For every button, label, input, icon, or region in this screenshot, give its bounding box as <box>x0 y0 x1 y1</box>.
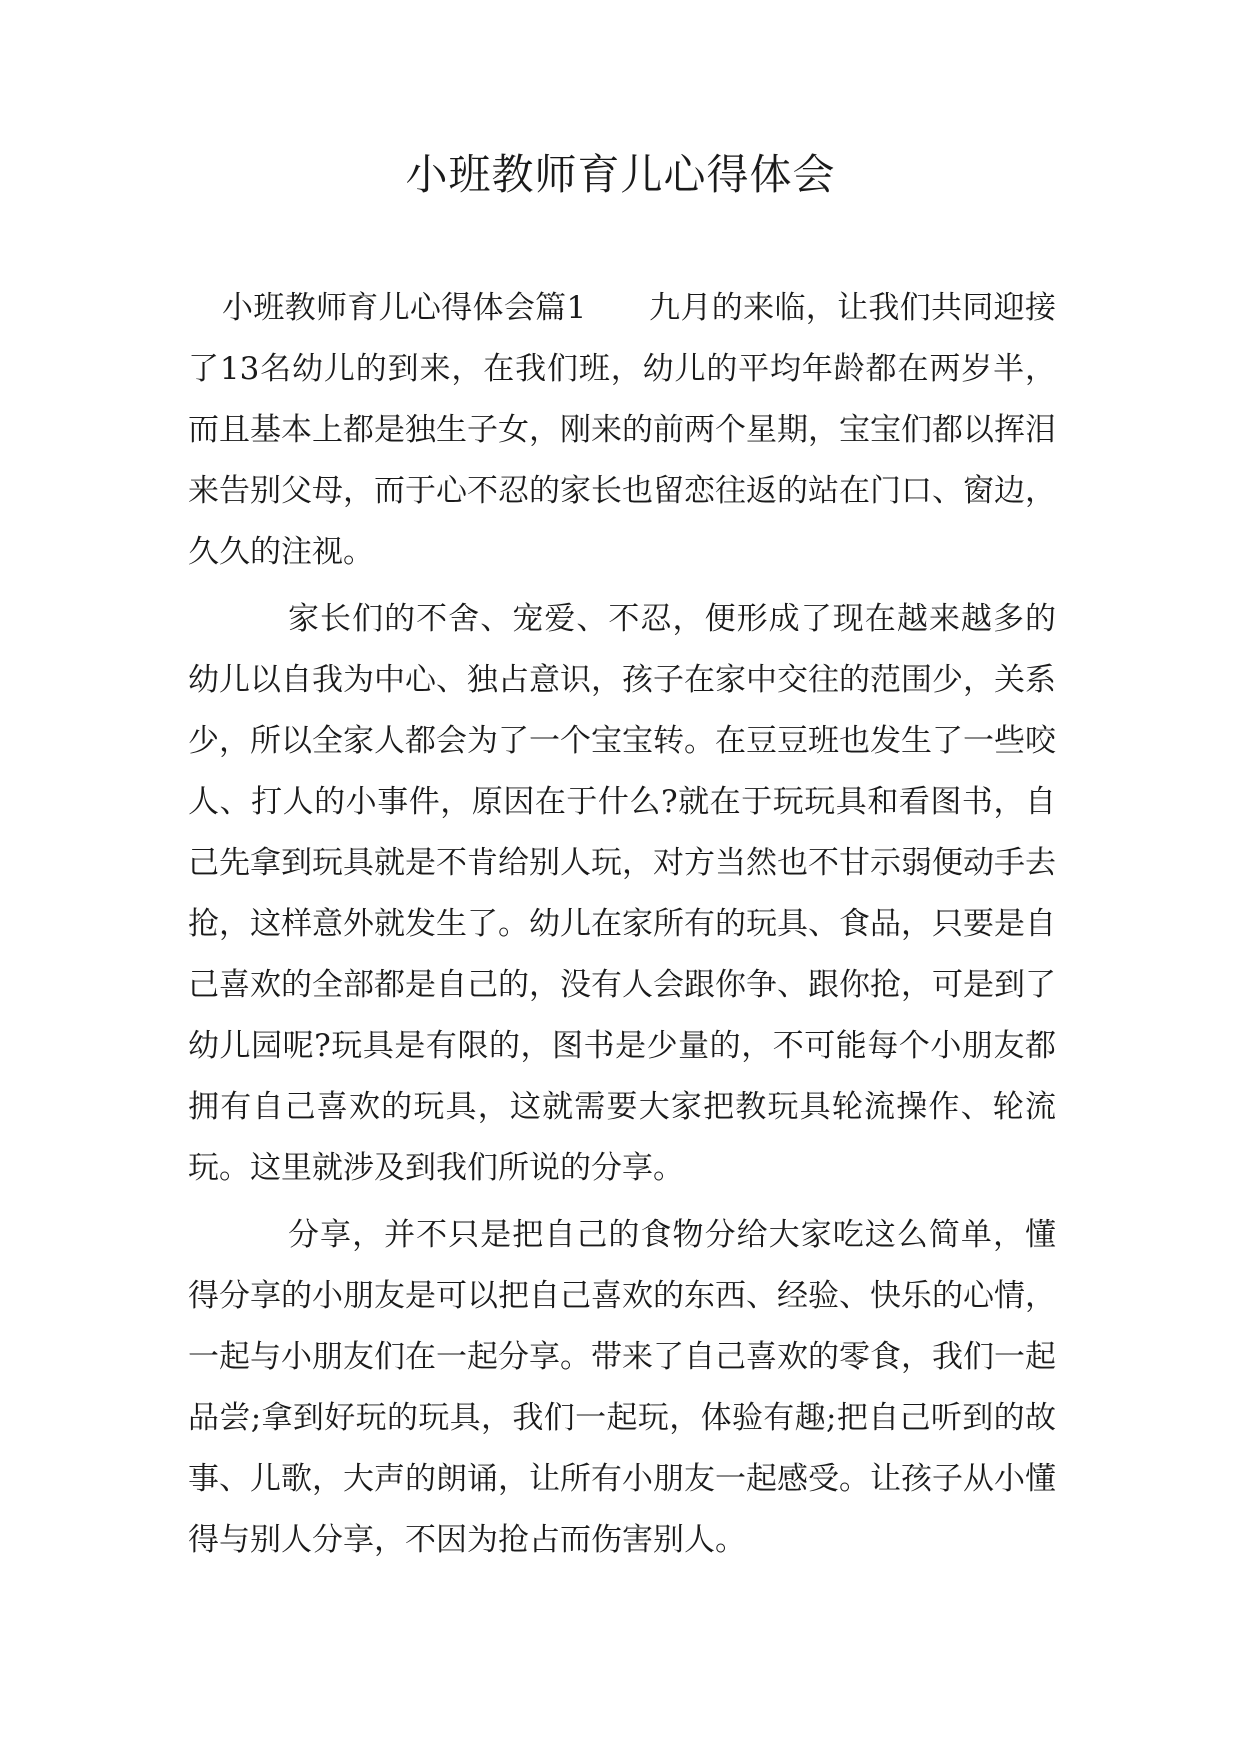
document-title: 小班教师育儿心得体会 <box>405 150 836 199</box>
paragraph-2: 家长们的不舍、宠爱、不忍，便形成了现在越来越多的幼儿以自我为中心、独占意识，孩子在家中交往的范围少，关系少，所以全家人都会为了一个宝宝转。在豆豆班也发生了一些咬人、打人的小事件，原因在于什么?就在于玩玩具和看图书，自己先拿到玩具就是不肯给别人玩，对方当然也不甘示弱便动手去抢，这样意外就发生了。幼儿在家所有的玩具、食品，只要是自己喜欢的全部都是自己的，没有人会跟你争、跟你抢，可是到了幼儿园呢?玩具是有限的，图书是少量的，不可能每个小朋友都拥有自己喜欢的玩具，这就需要大家把教玩具轮流操作、轮流玩。这里就涉及到我们所说的分享。 <box>188 601 1056 1186</box>
paragraph-3: 分享，并不只是把自己的食物分给大家吃这么简单，懂得分享的小朋友是可以把自己喜欢的东西、经验、快乐的心情，一起与小朋友们在一起分享。带来了自己喜欢的零食，我们一起品尝;拿到好玩的玩具，我们一起玩，体验有趣;把自己听到的故事、儿歌，大声的朗诵，让所有小朋友一起感受。让孩子从小懂得与别人分享，不因为抢占而伤害别人。 <box>188 1217 1056 1558</box>
paragraph-1: 小班教师育儿心得体会篇1 九月的来临，让我们共同迎接了13名幼儿的到来，在我们班，幼儿的平均年龄都在两岁半，而且基本上都是独生子女，刚来的前两个星期，宝宝们都以挥泪来告别父母，而于心不忍的家长也留恋往返的站在门口、窗边，久久的注视。 <box>188 290 1056 570</box>
document-body <box>188 278 1056 1571</box>
